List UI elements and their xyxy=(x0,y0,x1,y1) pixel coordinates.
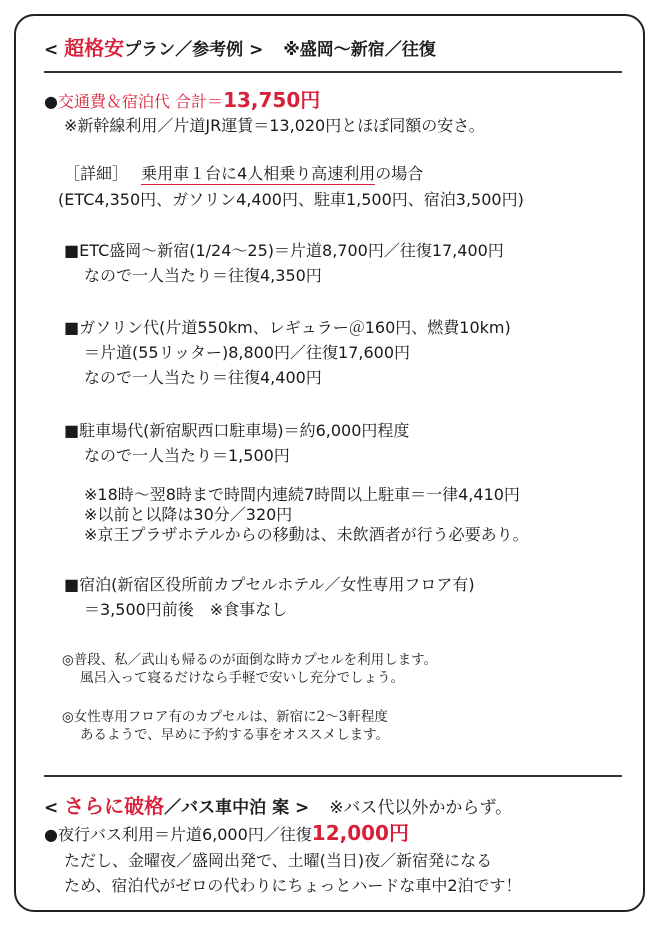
caveat-line2: ため、宿泊代がゼロの代わりにちょっとハードな車中2泊です！ xyxy=(64,876,522,895)
section2-note: ※バス代以外かからず。 xyxy=(329,798,513,818)
etc-line2: なので一人当たり＝往復4,350円 xyxy=(84,266,322,285)
parking-line1: ■駐車場代(新宿駅西口駐車場)＝約6,000円程度 xyxy=(64,421,410,440)
detail-breakdown: (ETC4,350円、ガソリン4,400円、駐車1,500円、宿泊3,500円) xyxy=(58,190,524,209)
gas-line3: なので一人当たり＝往復4,400円 xyxy=(84,368,322,387)
section2-title-highlight: さらに破格 xyxy=(64,794,165,818)
comment2-line2: あるようで、早めに予約する事をオススメします。 xyxy=(80,727,390,743)
total-label: 交通費＆宿泊代 合計＝ xyxy=(57,92,224,111)
section1-title-highlight: 超格安 xyxy=(64,36,125,60)
section1-header xyxy=(44,38,436,60)
total-line xyxy=(44,90,320,112)
stay-line2: ＝3,500円前後 ※食事なし xyxy=(84,600,288,619)
section1-title-rest: プラン／参考例 xyxy=(124,40,244,60)
shinkansen-note: ※新幹線利用／片道JR運賃＝13,020円とほぼ同額の安さ。 xyxy=(64,116,485,135)
detail-highlight: 乗用車１台に4人相乗り高速利用 xyxy=(141,164,376,183)
gas-line1: ■ガソリン代(片道550km、レギュラー＠160円、燃費10km) xyxy=(64,318,511,337)
divider-top xyxy=(44,71,622,73)
gas-line2: ＝片道(55リッター)8,800円／往復17,600円 xyxy=(84,343,410,362)
divider-middle xyxy=(44,775,622,777)
parking-note1: ※18時〜翌8時まで時間内連続7時間以上駐車＝一律4,410円 xyxy=(84,485,520,504)
comment1-line1: ◎普段、私／武山も帰るのが面倒な時カプセルを利用します。 xyxy=(62,652,438,668)
parking-note2: ※以前と以降は30分／320円 xyxy=(84,505,293,524)
route-note: ※盛岡〜新宿／往復 xyxy=(283,40,436,60)
comment1-line2: 風呂入って寝るだけなら手軽で安いし充分でしょう。 xyxy=(80,670,404,686)
bus-label: 夜行バス利用＝片道6,000円／往復 xyxy=(57,825,312,844)
close-bracket: > xyxy=(249,40,264,60)
close-bracket: > xyxy=(295,798,310,818)
bus-line xyxy=(44,823,409,845)
stay-line1: ■宿泊(新宿区役所前カプセルホテル／女性専用フロア有) xyxy=(64,575,475,594)
detail-line xyxy=(64,164,423,184)
section2-header xyxy=(44,796,512,818)
comment2-line1: ◎女性専用フロア有のカプセルは、新宿に2〜3軒程度 xyxy=(62,709,388,725)
section2-title-rest: ／バス車中泊 案 xyxy=(164,798,290,818)
caveat-line1: ただし、金曜夜／盛岡出発で、土曜(当日)夜／新宿発になる xyxy=(64,851,493,870)
bus-value: 12,000円 xyxy=(311,821,409,845)
detail-label: ［詳細］ xyxy=(64,164,129,183)
etc-line1: ■ETC盛岡〜新宿(1/24〜25)＝片道8,700円／往復17,400円 xyxy=(64,241,504,260)
parking-note3: ※京王プラザホテルからの移動は、未飲酒者が行う必要あり。 xyxy=(84,525,529,544)
bullet-icon: ● xyxy=(44,825,58,844)
total-value: 13,750円 xyxy=(223,88,321,112)
open-bracket: < xyxy=(44,798,59,818)
open-bracket: < xyxy=(44,40,59,60)
detail-suffix: の場合 xyxy=(375,164,424,183)
parking-line2: なので一人当たり＝1,500円 xyxy=(84,446,290,465)
bullet-icon: ● xyxy=(44,92,58,111)
